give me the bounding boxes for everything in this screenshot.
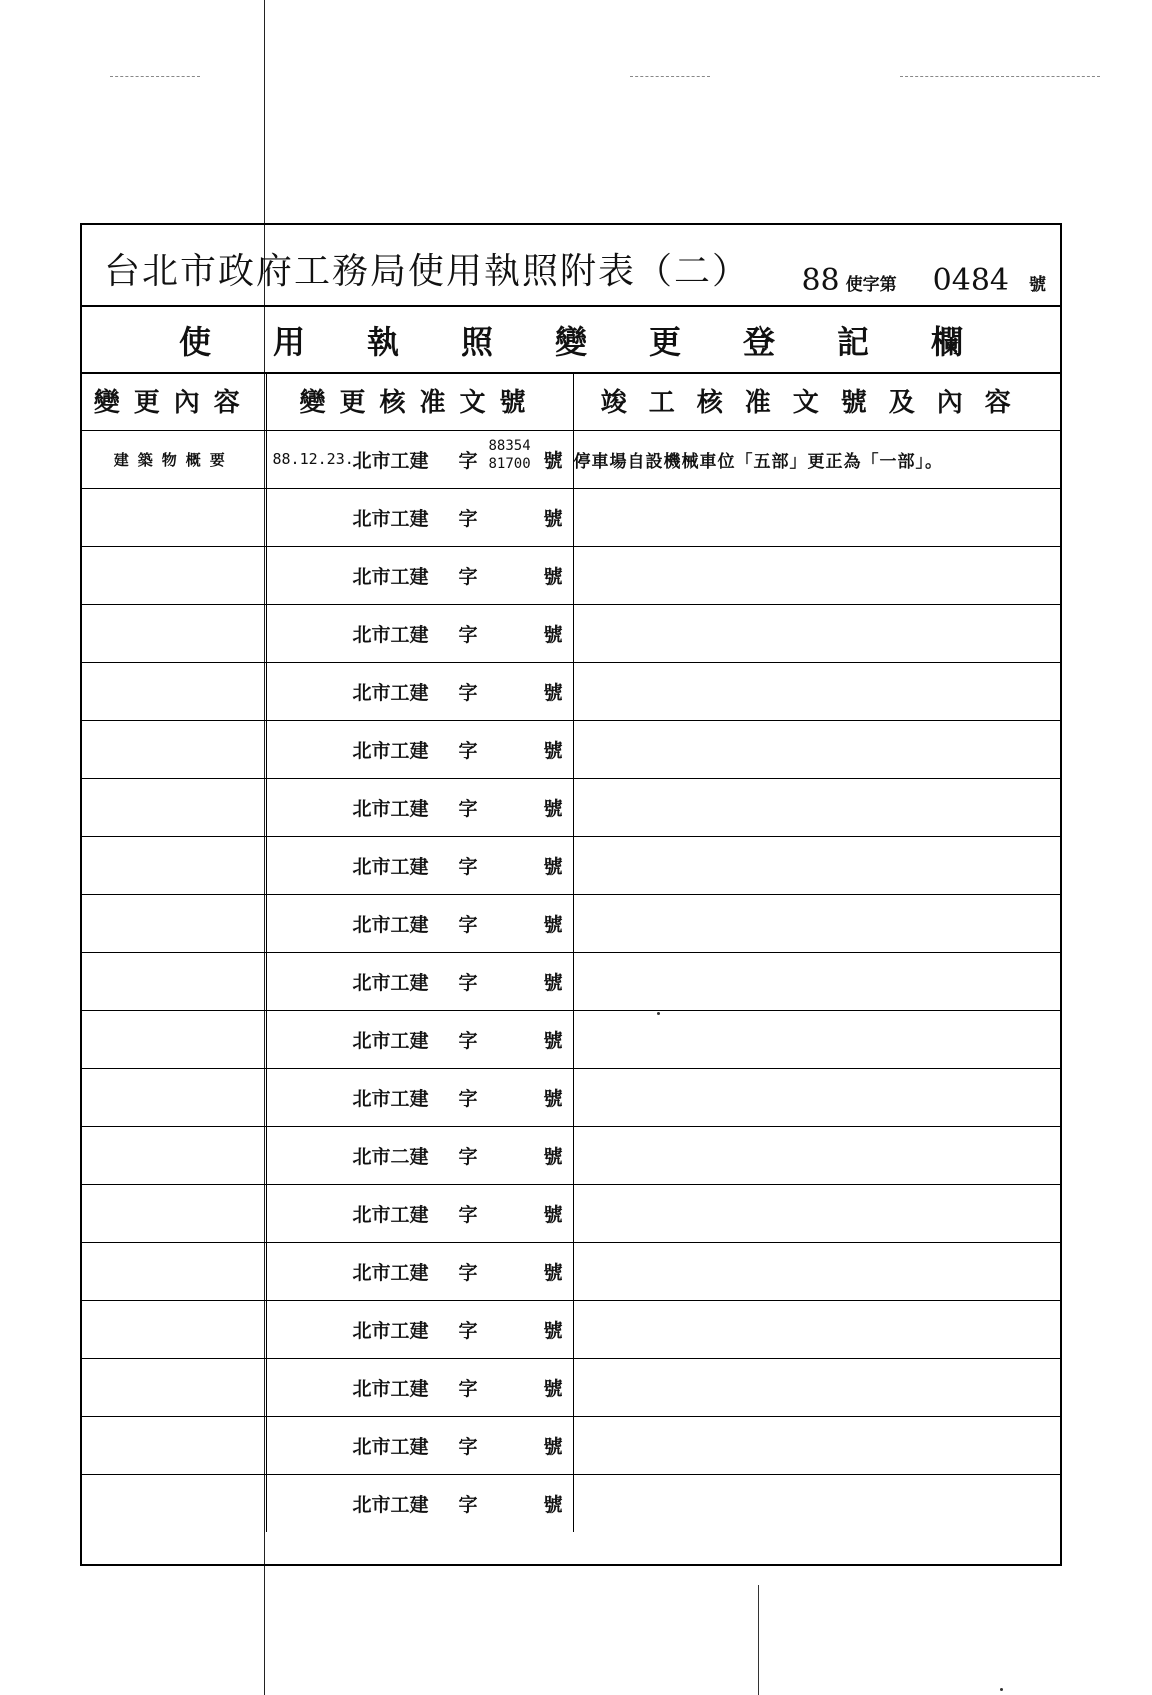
approval-number-cell	[266, 1068, 573, 1126]
approval-hao-char: 號	[543, 797, 563, 820]
approval-hao-char: 號	[543, 1435, 563, 1458]
table-row	[82, 1068, 1060, 1126]
completion-content-cell	[573, 1010, 1060, 1068]
completion-content-cell	[573, 662, 1060, 720]
approval-number-cell	[266, 488, 573, 546]
completion-content-cell	[573, 1126, 1060, 1184]
permit-number: 0484	[932, 263, 1009, 298]
change-category-cell	[82, 1184, 266, 1242]
approval-zi-char: 字	[458, 449, 478, 472]
approval-hao-char: 號	[543, 913, 563, 936]
change-category-cell	[82, 604, 266, 662]
completion-content-cell	[573, 720, 1060, 778]
table-row	[82, 952, 1060, 1010]
approval-number-cell	[266, 836, 573, 894]
table-row	[82, 1416, 1060, 1474]
change-category-cell	[82, 1126, 266, 1184]
approval-number-cell	[266, 894, 573, 952]
table-row	[82, 604, 1060, 662]
approval-office: 北市工建	[352, 1029, 429, 1052]
approval-hao-char: 號	[543, 623, 563, 646]
approval-number-cell	[266, 1242, 573, 1300]
table-row	[82, 1242, 1060, 1300]
change-category-cell	[82, 1416, 266, 1474]
approval-zi-char: 字	[458, 797, 478, 820]
approval-date: 88.12.23.	[272, 449, 354, 468]
approval-zi-char: 字	[458, 1261, 478, 1284]
section-title-row	[82, 305, 1060, 374]
approval-number-cell	[266, 1300, 573, 1358]
approval-hao-char: 號	[543, 681, 563, 704]
approval-hao-char: 號	[543, 507, 563, 530]
table-row	[82, 546, 1060, 604]
table-row	[82, 1300, 1060, 1358]
approval-hao-char: 號	[543, 565, 563, 588]
change-category-cell	[82, 546, 266, 604]
table-row	[82, 1358, 1060, 1416]
approval-office: 北市工建	[352, 855, 429, 878]
completion-content-cell	[573, 546, 1060, 604]
approval-hao-char: 號	[543, 1319, 563, 1342]
approval-number-cell	[266, 430, 573, 488]
form-title: 台北市政府工務局使用執照附表（二）	[104, 251, 751, 292]
approval-office: 北市工建	[352, 1261, 429, 1284]
approval-zi-char: 字	[458, 1203, 478, 1226]
approval-office: 北市工建	[352, 1319, 429, 1342]
table-row	[82, 1474, 1060, 1532]
change-category-cell	[82, 836, 266, 894]
table-row	[82, 778, 1060, 836]
approval-number-cell	[266, 1474, 573, 1532]
approval-zi-char: 字	[458, 1145, 478, 1168]
approval-hao-char: 號	[543, 449, 563, 472]
doc-number-lower: 81700	[488, 455, 531, 472]
approval-hao-char: 號	[543, 1087, 563, 1110]
completion-content-cell	[573, 1300, 1060, 1358]
completion-content-cell	[573, 1358, 1060, 1416]
change-category-cell	[82, 1300, 266, 1358]
change-category-cell	[82, 952, 266, 1010]
approval-number-cell	[266, 720, 573, 778]
approval-number-cell	[266, 778, 573, 836]
approval-office: 北市工建	[352, 739, 429, 762]
doc-number-upper: 88354	[488, 437, 531, 454]
approval-zi-char: 字	[458, 1319, 478, 1342]
approval-hao-char: 號	[543, 1145, 563, 1168]
change-category-cell	[82, 1474, 266, 1532]
approval-zi-char: 字	[458, 1087, 478, 1110]
approval-zi-char: 字	[458, 1029, 478, 1052]
approval-zi-char: 字	[458, 1493, 478, 1516]
change-category-cell	[82, 720, 266, 778]
approval-number-cell	[266, 1358, 573, 1416]
approval-office: 北市工建	[352, 913, 429, 936]
approval-number-cell	[266, 1184, 573, 1242]
title-row	[82, 225, 1060, 307]
permit-number-block	[801, 263, 1052, 298]
header-row	[82, 372, 1060, 430]
change-category-cell	[82, 1010, 266, 1068]
approval-zi-char: 字	[458, 855, 478, 878]
approval-zi-char: 字	[458, 565, 478, 588]
approval-office: 北市工建	[352, 1087, 429, 1110]
approval-zi-char: 字	[458, 623, 478, 646]
change-category-cell	[82, 1242, 266, 1300]
header-change-content: 變更內容	[82, 372, 266, 430]
completion-content-cell	[573, 1474, 1060, 1532]
approval-office: 北市工建	[352, 449, 429, 472]
approval-office: 北市工建	[352, 565, 429, 588]
completion-content-cell	[573, 778, 1060, 836]
approval-zi-char: 字	[458, 507, 478, 530]
change-category-cell	[82, 778, 266, 836]
change-category-cell	[82, 488, 266, 546]
section-title: 使用執照變更登記欄	[178, 323, 1025, 361]
approval-number-cell	[266, 952, 573, 1010]
approval-office: 北市工建	[352, 681, 429, 704]
table-row	[82, 720, 1060, 778]
scan-dash-artifact	[110, 76, 200, 78]
change-category-cell	[82, 662, 266, 720]
approval-hao-char: 號	[543, 1261, 563, 1284]
table-row	[82, 894, 1060, 952]
approval-zi-char: 字	[458, 971, 478, 994]
change-category-cell: 建築物概要	[82, 430, 266, 488]
approval-office: 北市工建	[352, 507, 429, 530]
approval-hao-char: 號	[543, 1493, 563, 1516]
approval-number-cell	[266, 662, 573, 720]
approval-office: 北市工建	[352, 971, 429, 994]
completion-content-cell	[573, 1242, 1060, 1300]
table-row	[82, 488, 1060, 546]
change-category-cell	[82, 1068, 266, 1126]
approval-zi-char: 字	[458, 1377, 478, 1400]
permit-year: 88	[801, 263, 840, 298]
scan-line-artifact-bottom	[758, 1585, 759, 1695]
scan-dash-artifact	[900, 76, 1100, 78]
scan-dash-artifact	[630, 76, 710, 78]
approval-hao-char: 號	[543, 739, 563, 762]
completion-content-cell	[573, 836, 1060, 894]
approval-office: 北市工建	[352, 1377, 429, 1400]
usage-permit-attachment-form	[80, 223, 1062, 1566]
header-completion-approval: 竣工核准文號及內容	[573, 372, 1060, 430]
change-register-table	[82, 372, 1060, 1532]
approval-number-cell	[266, 1416, 573, 1474]
approval-office: 北市工建	[352, 623, 429, 646]
approval-hao-char: 號	[543, 971, 563, 994]
change-category-cell	[82, 894, 266, 952]
scan-speck	[1000, 1688, 1003, 1691]
table-row	[82, 1126, 1060, 1184]
completion-content-cell	[573, 952, 1060, 1010]
completion-content-cell	[573, 1184, 1060, 1242]
permit-label: 使字第	[845, 275, 897, 295]
approval-office: 北市工建	[352, 797, 429, 820]
approval-office: 北市工建	[352, 1493, 429, 1516]
approval-zi-char: 字	[458, 1435, 478, 1458]
table-row	[82, 662, 1060, 720]
approval-zi-char: 字	[458, 739, 478, 762]
completion-content-cell	[573, 1068, 1060, 1126]
approval-office: 北市工建	[352, 1203, 429, 1226]
table-row	[82, 836, 1060, 894]
approval-number-cell	[266, 546, 573, 604]
approval-number-cell	[266, 604, 573, 662]
approval-hao-char: 號	[543, 1203, 563, 1226]
approval-office: 北市工建	[352, 1435, 429, 1458]
table-row	[82, 430, 1060, 488]
approval-hao-char: 號	[543, 855, 563, 878]
table-row	[82, 1184, 1060, 1242]
completion-content-cell: 停車場自設機械車位「五部」更正為「一部」。	[573, 430, 1060, 488]
approval-number-cell	[266, 1126, 573, 1184]
approval-doc-numbers	[489, 437, 531, 473]
change-category-cell	[82, 1358, 266, 1416]
approval-office: 北市二建	[352, 1145, 429, 1168]
table-row	[82, 1010, 1060, 1068]
completion-content-cell	[573, 604, 1060, 662]
approval-hao-char: 號	[543, 1029, 563, 1052]
approval-hao-char: 號	[543, 1377, 563, 1400]
permit-suffix: 號	[1029, 275, 1046, 295]
header-change-approval: 變更核准文號	[266, 372, 573, 430]
completion-content-cell	[573, 894, 1060, 952]
completion-content-cell	[573, 488, 1060, 546]
approval-zi-char: 字	[458, 913, 478, 936]
approval-zi-char: 字	[458, 681, 478, 704]
completion-content-cell	[573, 1416, 1060, 1474]
approval-number-cell	[266, 1010, 573, 1068]
